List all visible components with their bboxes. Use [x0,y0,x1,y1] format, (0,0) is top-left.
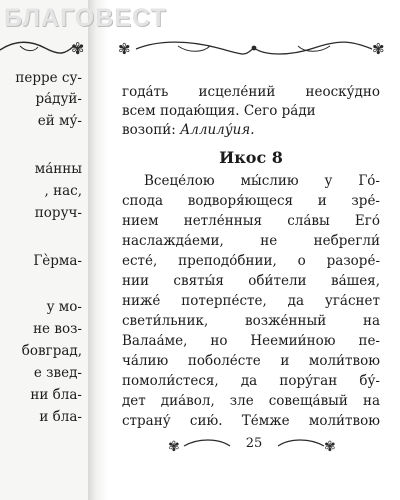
section-heading: Икос 8 [219,148,283,167]
prayer-text-line: года́ть исцеле́ний неоску́дно [122,84,380,100]
left-text-line: и бла- [39,409,82,425]
left-text-line: поруч- [34,205,82,221]
prayer-text-line: свети́льник, возже́нный на [122,313,380,329]
prayer-text-line: нием нетле́нныя сла́вы Его́ [122,213,380,229]
left-text-line: бовград, [21,343,82,359]
alleluia-word: Аллилу́ия. [180,122,255,138]
svg-text:✾: ✾ [118,40,131,58]
prayer-text-line: ча́лию поболе́сте и моли́твою [122,353,380,369]
left-text-line: у мо- [46,299,82,315]
left-text-line: ма́нны [34,161,82,177]
prayer-text-line: Валаа́ме, но Неемии́ною пе- [122,333,380,349]
svg-text:✾: ✾ [324,439,336,455]
alleluia-prefix: возопи́: [122,122,181,138]
prayer-text-line: ниже́ потерпе́сте, да уга́снет [122,293,380,309]
left-text-line: ни бла- [30,387,82,403]
prayer-text-line: всем подаю́щия. Сего ра́ди [122,103,316,119]
left-ornament-icon [0,38,88,58]
left-text-line: Гѐрма- [33,253,82,269]
svg-text:✾: ✾ [372,40,385,58]
prayer-text-line: нии святы́я оби́тели ва́шея, [122,273,380,289]
prayer-text-line: спода водворя́ющеся и зре́- [122,193,380,209]
prayer-text-line-alleluia [122,122,380,138]
left-text-line: , нас, [44,183,82,199]
left-text-line: е звед- [33,365,82,381]
page-number: 25 [245,436,263,451]
prayer-text-line: дет диа́вол, зле совеща́вый на [122,393,380,409]
right-page [108,0,400,500]
prayer-text-line: наслажда́еми, не небрегли́ [122,233,380,249]
prayer-text-line: Всеце́лою мы́слию у Го́- [144,173,380,189]
left-text-line: перре су- [15,70,82,86]
svg-text:✾: ✾ [168,439,180,455]
left-page [0,0,88,500]
book-gutter [88,0,108,500]
watermark-logo: БЛАГОВЕСТ [4,4,167,32]
header-ornament-icon [118,38,390,60]
prayer-text-line: есте́, преподо́бнии, о разоре́- [122,253,380,269]
left-text-line: ей му́- [37,113,82,129]
left-text-line: ра́дуй- [35,91,82,107]
prayer-text-line: помоли́стеся, да пору́ган бу́- [122,373,380,389]
svg-text:✾: ✾ [71,39,85,58]
prayer-text-line: страну́ сию́. Те́мже моли́твою [122,413,380,429]
left-text-line: не воз- [33,321,82,337]
